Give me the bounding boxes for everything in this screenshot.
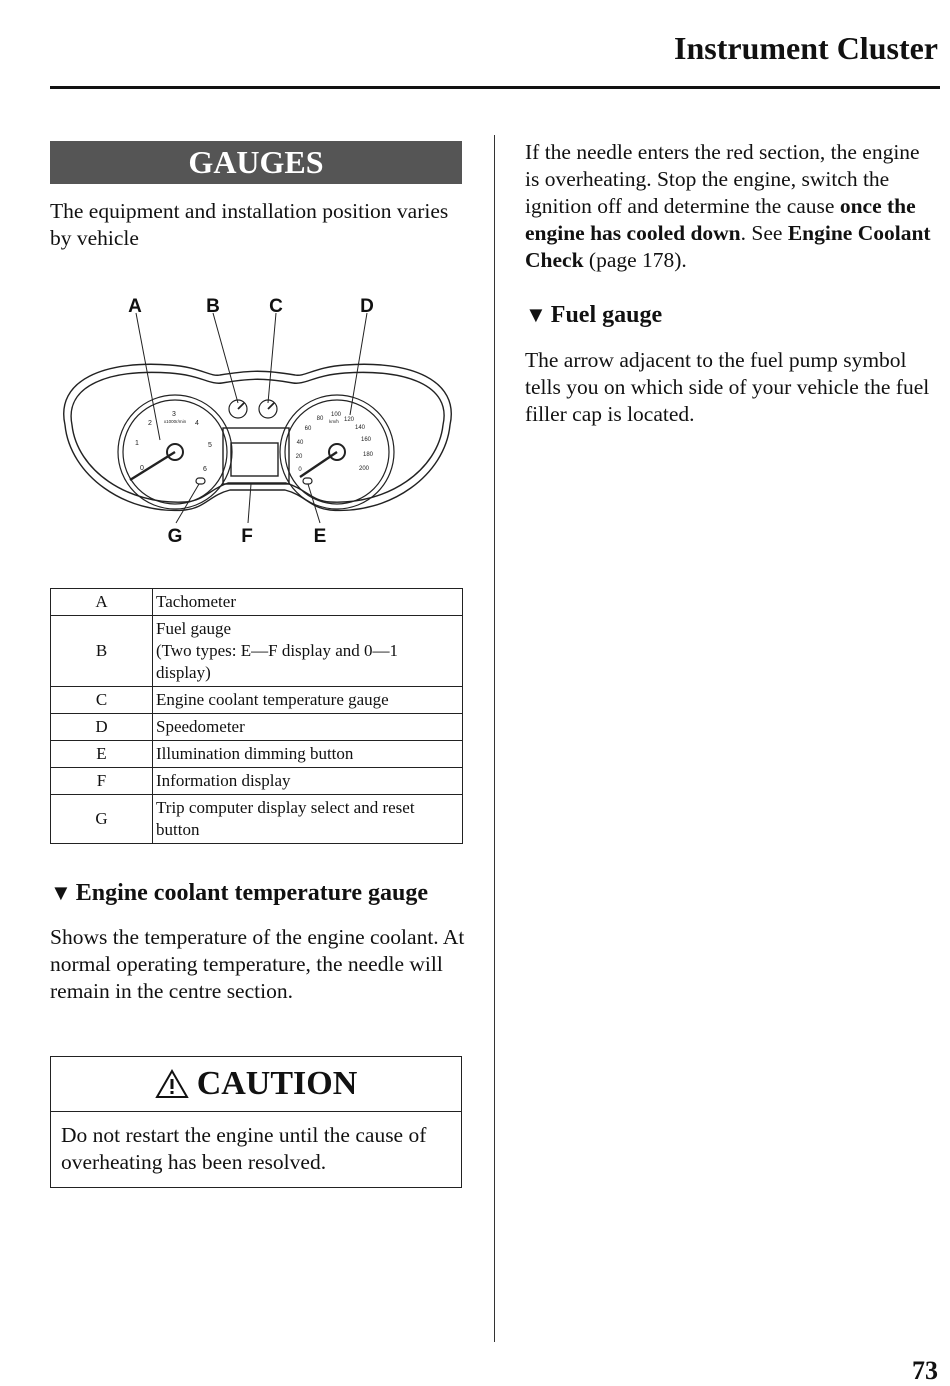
speedo-tick: 20 xyxy=(295,454,303,460)
legend-description-line: (Two types: E—F display and 0—1 xyxy=(156,641,398,660)
legend-description-line: display) xyxy=(156,663,211,682)
speedo-unit: km/h xyxy=(329,419,339,424)
speedo-tick: 100 xyxy=(330,412,342,418)
coolant-description: Shows the temperature of the engine coolant. At normal operating temperature, the needle will remain in the centre section. xyxy=(50,925,465,1003)
legend-description-line: button xyxy=(156,820,200,839)
speedo-tick: 180 xyxy=(362,452,374,458)
legend-description xyxy=(153,795,463,844)
caution-title: CAUTION xyxy=(196,1065,358,1102)
legend-row xyxy=(51,741,463,768)
legend-description xyxy=(153,768,463,795)
legend-key: F xyxy=(51,768,153,795)
coolant-heading-text: Engine coolant temperature gauge xyxy=(75,880,428,906)
overheat-text-2: . See xyxy=(740,221,788,245)
fuel-heading-text: Fuel gauge xyxy=(550,302,663,328)
speedo-tick: 200 xyxy=(358,466,370,472)
tach-tick: 6 xyxy=(203,466,207,473)
column-divider xyxy=(494,135,495,1342)
caution-box xyxy=(50,1056,462,1188)
legend-key: D xyxy=(51,714,153,741)
legend-description xyxy=(153,616,463,687)
legend-description-line: Trip computer display select and reset xyxy=(156,798,415,817)
tach-unit: x1000r/min xyxy=(163,419,187,424)
page-number: 73 xyxy=(912,1356,938,1385)
information-display-graphic xyxy=(223,428,289,484)
section-title-banner: GAUGES xyxy=(50,141,462,184)
legend-row xyxy=(51,616,463,687)
legend-key: A xyxy=(51,589,153,616)
callout-label-b: B xyxy=(206,296,220,317)
tach-tick: 1 xyxy=(135,440,139,447)
instrument-cluster-diagram xyxy=(50,285,462,560)
speedo-tick: 120 xyxy=(343,417,355,423)
caution-header xyxy=(51,1057,461,1112)
speedo-tick: 0 xyxy=(298,467,302,473)
speedo-tick: 80 xyxy=(316,416,324,422)
legend-description-line: Engine coolant temperature gauge xyxy=(156,690,389,709)
overheat-text-3: (page 178). xyxy=(583,248,687,272)
caution-text: Do not restart the engine until the cause of overheating has been resolved. xyxy=(61,1123,427,1174)
overheat-text-1: If the needle enters the red section, the engine is overheating. Stop the engine, switch the ignition off and determine the cause xyxy=(525,140,920,218)
legend-row xyxy=(51,714,463,741)
legend-row xyxy=(51,589,463,616)
legend-description xyxy=(153,589,463,616)
legend-key: B xyxy=(51,616,153,687)
tach-tick: 2 xyxy=(148,420,152,427)
legend-description-line: Fuel gauge xyxy=(156,619,232,638)
callout-label-e: E xyxy=(313,526,327,547)
intro-text: The equipment and installation position varies by vehicle xyxy=(50,199,449,250)
legend-row xyxy=(51,768,463,795)
overheat-text-bold: once the engine has cooled down xyxy=(525,194,916,245)
speedo-tick: 140 xyxy=(354,425,366,431)
legend-row xyxy=(51,687,463,714)
tach-tick: 5 xyxy=(208,442,212,449)
warning-triangle-icon xyxy=(155,1069,189,1099)
page-header-title: Instrument Cluster xyxy=(674,30,938,66)
callout-label-f: F xyxy=(241,526,253,547)
speedo-tick: 160 xyxy=(360,437,372,443)
legend-description xyxy=(153,741,463,768)
tach-tick: 4 xyxy=(195,420,199,427)
tach-tick: 3 xyxy=(172,411,176,418)
legend-key: G xyxy=(51,795,153,844)
legend-key: E xyxy=(51,741,153,768)
legend-table xyxy=(50,588,463,844)
legend-description-line: Illumination dimming button xyxy=(156,744,354,763)
callout-label-g: G xyxy=(167,526,183,547)
legend-key: C xyxy=(51,687,153,714)
speedo-tick: 40 xyxy=(296,440,304,446)
triangle-down-icon: ▼ xyxy=(525,302,547,327)
callout-label-c: C xyxy=(269,296,283,317)
overheating-paragraph xyxy=(525,139,935,274)
legend-row xyxy=(51,795,463,844)
callout-label-a: A xyxy=(128,296,142,317)
speedo-tick: 60 xyxy=(304,426,312,432)
legend-description xyxy=(153,687,463,714)
fuel-description: The arrow adjacent to the fuel pump symbol tells you on which side of your vehicle the fuel filler cap is located. xyxy=(525,348,930,426)
legend-description-line: Speedometer xyxy=(156,717,245,736)
legend-description xyxy=(153,714,463,741)
legend-description-line: Information display xyxy=(156,771,291,790)
tach-tick: 0 xyxy=(140,465,144,472)
coolant-gauge-heading xyxy=(50,878,428,908)
fuel-gauge-heading xyxy=(525,300,662,330)
triangle-down-icon: ▼ xyxy=(50,880,72,905)
header-rule xyxy=(50,86,940,89)
coolant-check-reference: Engine Coolant Check xyxy=(525,221,931,272)
legend-description-line: Tachometer xyxy=(156,592,236,611)
callout-label-d: D xyxy=(360,296,374,317)
